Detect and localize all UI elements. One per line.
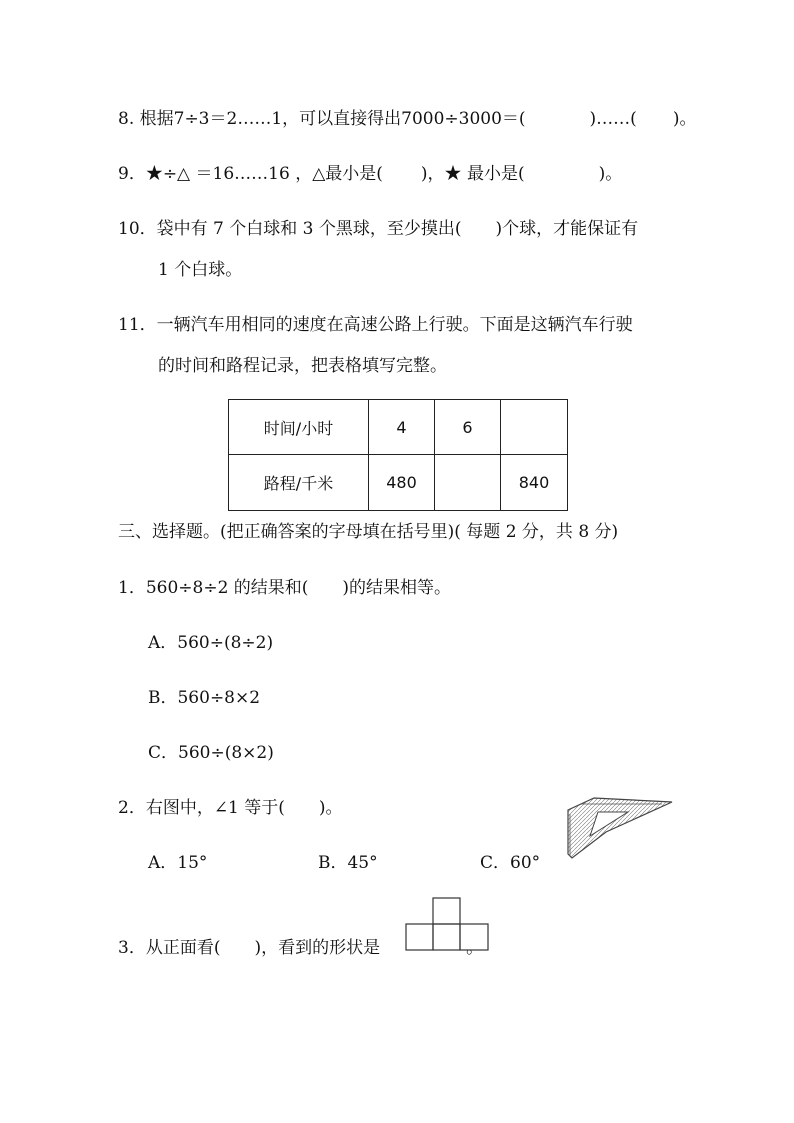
mc1-stem-pre: 1．560÷8÷2 的结果和( (118, 578, 309, 598)
question-11-line1: 11．一辆汽车用相同的速度在高速公路上行驶。下面是这辆汽车行驶 (118, 315, 633, 335)
mc2-option-c: C．60° (480, 853, 541, 873)
time-distance-table (228, 399, 568, 511)
mc1-option-a: A．560÷(8÷2) (148, 633, 274, 653)
set-square-outer (568, 798, 672, 858)
q9-text-mid: )，★ 最小是( (420, 164, 525, 184)
mc3-stem-pre: 3．从正面看( (118, 938, 221, 958)
block-top (433, 898, 460, 924)
mc2-option-a: A．15° (148, 853, 208, 873)
table-cell: 480 (369, 455, 435, 511)
section-3-title: 三、选择题。(把正确答案的字母填在括号里)( 每题 2 分，共 8 分) (118, 522, 619, 542)
q8-text-pre: 8. 根据7÷3＝2……1，可以直接得出7000÷3000＝( (118, 109, 526, 129)
q8-text-post: )。 (672, 109, 697, 129)
q8-text-mid: )……( (589, 109, 637, 129)
question-11-line2: 的时间和路程记录，把表格填写完整。 (158, 356, 447, 376)
table-row (229, 455, 568, 511)
mc1-option-b: B．560÷8×2 (148, 688, 261, 708)
q10-text-pre: 10．袋中有 7 个白球和 3 个黑球，至少摸出( (118, 219, 462, 239)
mc1-option-c: C．560÷(8×2) (148, 743, 274, 763)
table-cell: 时间/小时 (229, 400, 369, 455)
table-cell: 6 (435, 400, 501, 455)
mc1-stem (118, 577, 451, 599)
mc3-stem-post: )，看到的形状是 (254, 938, 381, 958)
mc2-option-b: B．45° (318, 853, 378, 873)
table-cell (435, 455, 501, 511)
mc2-stem-pre: 2．右图中，∠1 等于( (118, 798, 285, 818)
front-view-figure (405, 897, 489, 951)
set-square-figure (566, 794, 674, 860)
question-10-line2: 1 个白球。 (158, 260, 243, 280)
q9-text-pre: 9．★÷△ ＝16……16 ，△最小是( (118, 164, 383, 184)
question-10-line1 (118, 218, 638, 240)
table-cell (501, 400, 568, 455)
mc2-stem-post: )。 (318, 798, 343, 818)
question-9 (118, 163, 622, 185)
q10-text-post: )个球，才能保证有 (495, 219, 639, 239)
mc1-stem-post: )的结果相等。 (342, 578, 452, 598)
mc2-stem (118, 797, 343, 819)
q9-text-post: )。 (598, 164, 623, 184)
table-cell: 路程/千米 (229, 455, 369, 511)
block-middle (433, 924, 460, 950)
question-8 (118, 108, 696, 130)
block-left (406, 924, 433, 950)
mc3-stem-end: 。 (466, 938, 484, 958)
table-cell: 4 (369, 400, 435, 455)
block-right (460, 924, 488, 950)
table-cell: 840 (501, 455, 568, 511)
table-row (229, 400, 568, 455)
